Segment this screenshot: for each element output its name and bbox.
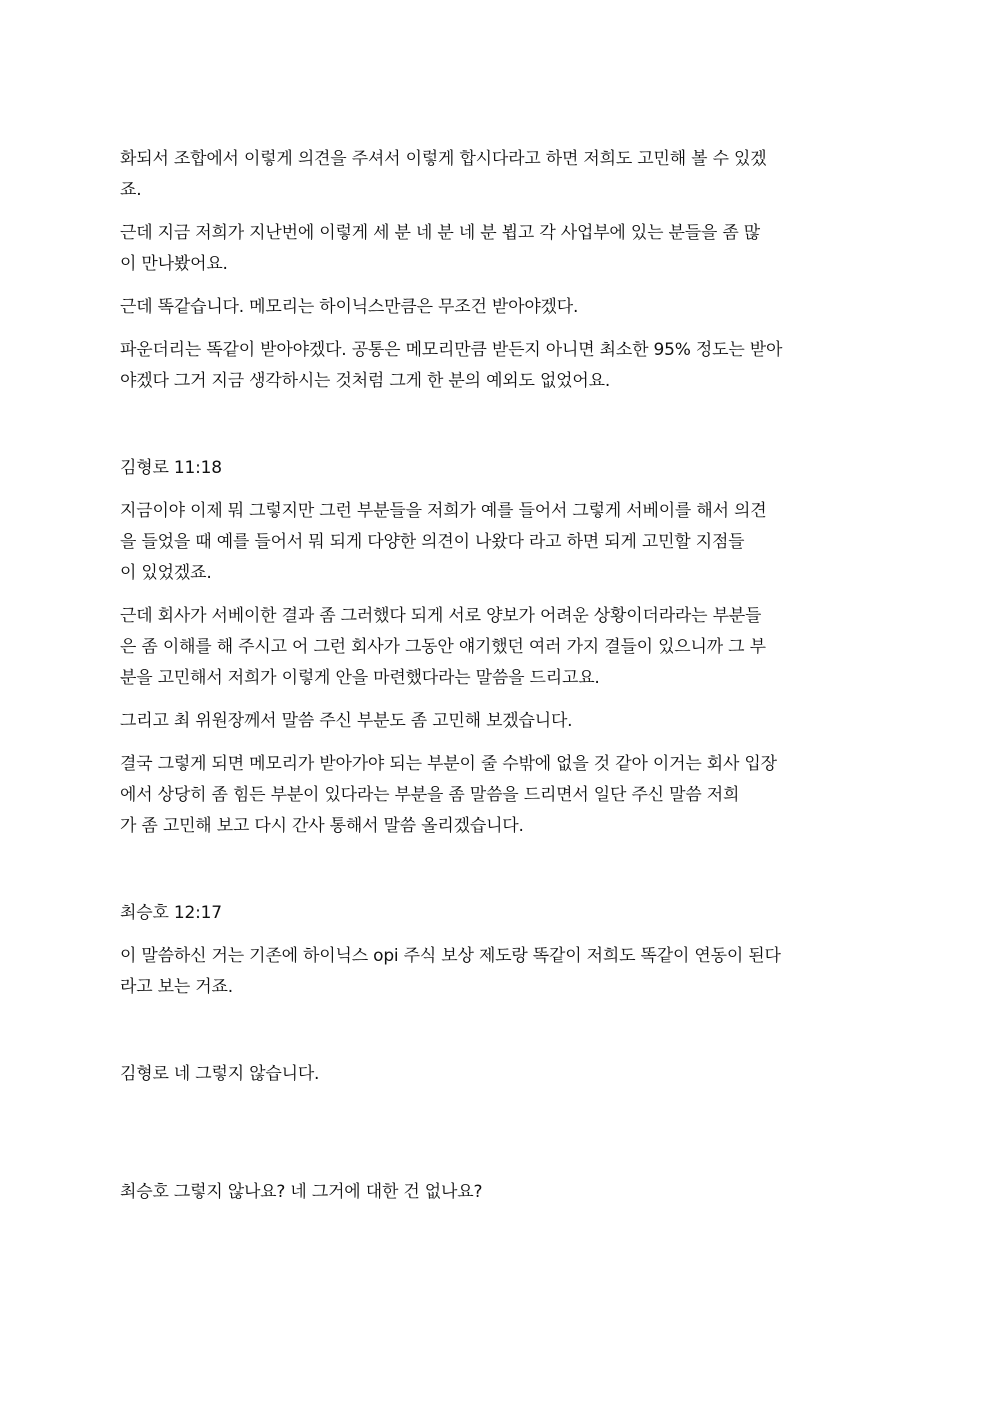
text-line: 을 들었을 때 예를 들어서 뭐 되게 다양한 의견이 나왔다 라고 하면 되게 고민할 지점들 — [120, 532, 745, 552]
text-line: 분을 고민해서 저희가 이렇게 안을 마련했다라는 말씀을 드리고요. — [120, 668, 600, 688]
paragraph — [120, 496, 880, 589]
text-line: 근데 회사가 서베이한 결과 좀 그러했다 되게 서로 양보가 어려운 상황이더라라는 부분들 — [120, 606, 762, 626]
paragraph — [120, 706, 880, 737]
text-line: 가 좀 고민해 보고 다시 간사 통해서 말씀 올리겠습니다. — [120, 816, 524, 836]
text-line: 최승호 그렇지 않나요? 네 그거에 대한 건 없나요? — [120, 1182, 483, 1202]
spacer — [120, 854, 880, 898]
text-line: 은 좀 이해를 해 주시고 어 그런 회사가 그동안 얘기했던 여러 가지 결들이 있으니까 그 부 — [120, 637, 766, 657]
paragraph — [120, 144, 880, 206]
paragraph — [120, 218, 880, 280]
text-line: 야겠다 그거 지금 생각하시는 것처럼 그게 한 분의 예외도 없었어요. — [120, 371, 611, 391]
text-line: 근데 똑같습니다. 메모리는 하이닉스만큼은 무조건 받아야겠다. — [120, 297, 579, 317]
text-line: 지금이야 이제 뭐 그렇지만 그런 부분들을 저희가 예를 들어서 그렇게 서베이를 해서 의견 — [120, 501, 767, 521]
text-line: 이 있었겠죠. — [120, 563, 212, 583]
text-line: 죠. — [120, 180, 142, 200]
text-line: 이 말씀하신 거는 기존에 하이닉스 opi 주식 보상 제도랑 똑같이 저희도 똑같이 연동이 된다 — [120, 946, 781, 966]
spacer — [120, 409, 880, 453]
text-line: 라고 보는 거죠. — [120, 977, 233, 997]
speaker-utterance — [120, 1177, 880, 1208]
speaker-timestamp — [120, 453, 880, 484]
transcript-body — [120, 144, 880, 1220]
text-line: 김형로 네 그렇지 않습니다. — [120, 1064, 320, 1084]
text-line: 파운더리는 똑같이 받아야겠다. 공통은 메모리만큼 받든지 아니면 최소한 95% 정도는 받아 — [120, 340, 783, 360]
text-line: 에서 상당히 좀 힘든 부분이 있다라는 부분을 좀 말씀을 드리면서 일단 주신 말씀 저희 — [120, 785, 740, 805]
spacer — [120, 1015, 880, 1059]
text-line: 화되서 조합에서 이렇게 의견을 주셔서 이렇게 합시다라고 하면 저희도 고민해 볼 수 있겠 — [120, 149, 767, 169]
speaker-timestamp — [120, 898, 880, 929]
speaker-utterance — [120, 1059, 880, 1090]
text-line: 결국 그렇게 되면 메모리가 받아가야 되는 부분이 줄 수밖에 없을 것 같아 이거는 회사 입장 — [120, 754, 777, 774]
paragraph — [120, 335, 880, 397]
paragraph — [120, 292, 880, 323]
text-line: 그리고 최 위원장께서 말씀 주신 부분도 좀 고민해 보겠습니다. — [120, 711, 573, 731]
text-line: 이 만나봤어요. — [120, 254, 228, 274]
spacer — [120, 1102, 880, 1177]
text-line: 근데 지금 저희가 지난번에 이렇게 세 분 네 분 네 분 뵙고 각 사업부에 있는 분들을 좀 많 — [120, 223, 761, 243]
paragraph — [120, 601, 880, 694]
speaker-line: 김형로 11:18 — [120, 458, 222, 478]
paragraph — [120, 749, 880, 842]
paragraph — [120, 941, 880, 1003]
speaker-line: 최승호 12:17 — [120, 903, 222, 923]
